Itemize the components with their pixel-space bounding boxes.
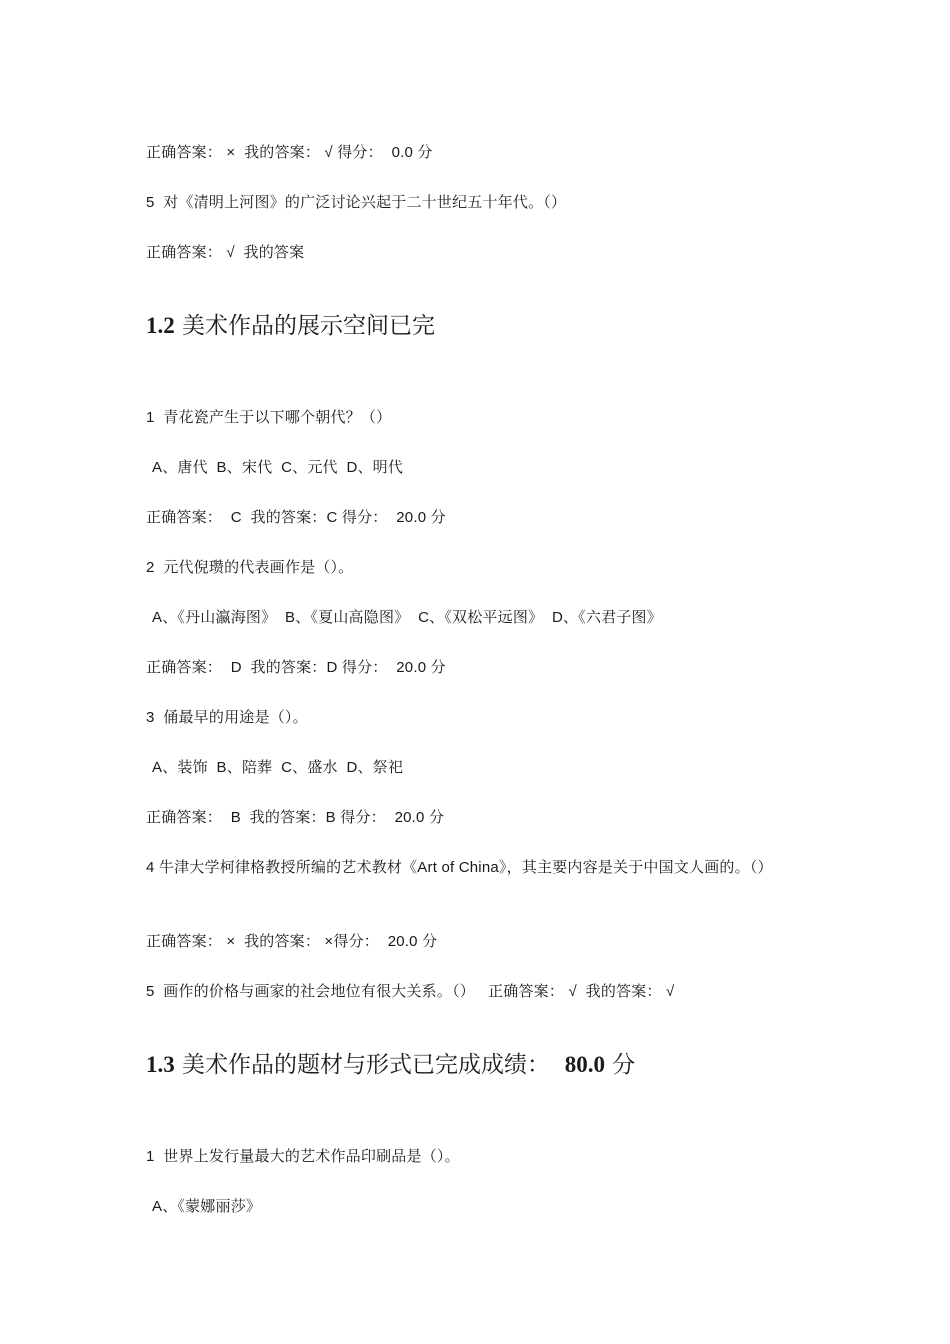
section-score: 80.0 xyxy=(564,1052,605,1077)
question-1-answer: 正确答案： C 我的答案：C 得分： 20.0 分 xyxy=(146,509,446,526)
question-1-options: A、唐代 B、宋代 C、元代 D、明代 xyxy=(152,459,404,476)
question-2: 2 元代倪瓒的代表画作是（）。 xyxy=(146,559,354,576)
question-6: 1 世界上发行量最大的艺术作品印刷品是（）。 xyxy=(146,1148,460,1165)
question-prev-5: 5 对《清明上河图》的广泛讨论兴起于二十世纪五十年代。（） xyxy=(146,194,567,211)
question-3-options: A、装饰 B、陪葬 C、盛水 D、祭祀 xyxy=(152,759,404,776)
section-number: 1.3 xyxy=(146,1052,175,1077)
question-3: 3 俑最早的用途是（）。 xyxy=(146,709,308,726)
answer-line-prev-5: 正确答案： √ 我的答案 xyxy=(146,244,305,261)
section-heading-1-3 xyxy=(146,1048,635,1082)
question-5: 5 画作的价格与画家的社会地位有很大关系。（） 正确答案： √ 我的答案： √ xyxy=(146,983,675,1000)
question-3-answer: 正确答案： B 我的答案：B 得分： 20.0 分 xyxy=(146,809,445,826)
question-2-answer: 正确答案： D 我的答案：D 得分： 20.0 分 xyxy=(146,659,446,676)
question-2-options: A、《丹山瀛海图》 B、《夏山高隐图》 C、《双松平远图》 D、《六君子图》 xyxy=(152,609,662,626)
section-title: 美术作品的题材与形式已完成成绩： xyxy=(174,1052,565,1078)
section-heading-1-2 xyxy=(146,309,435,343)
question-4: 4 牛津大学柯律格教授所编的艺术教材《Art of China》，其主要内容是关于中国文人画的。（） xyxy=(146,859,773,876)
section-title: 美术作品的展示空间已完 xyxy=(174,313,436,339)
question-1: 1 青花瓷产生于以下哪个朝代？（） xyxy=(146,409,392,426)
section-score-unit: 分 xyxy=(604,1052,636,1078)
question-4-answer: 正确答案： × 我的答案： ×得分： 20.0 分 xyxy=(146,933,438,950)
section-number: 1.2 xyxy=(146,313,175,338)
answer-line-prev-4: 正确答案： × 我的答案： √ 得分： 0.0 分 xyxy=(146,144,433,161)
question-6-option-a: A、《蒙娜丽莎》 xyxy=(152,1198,262,1215)
